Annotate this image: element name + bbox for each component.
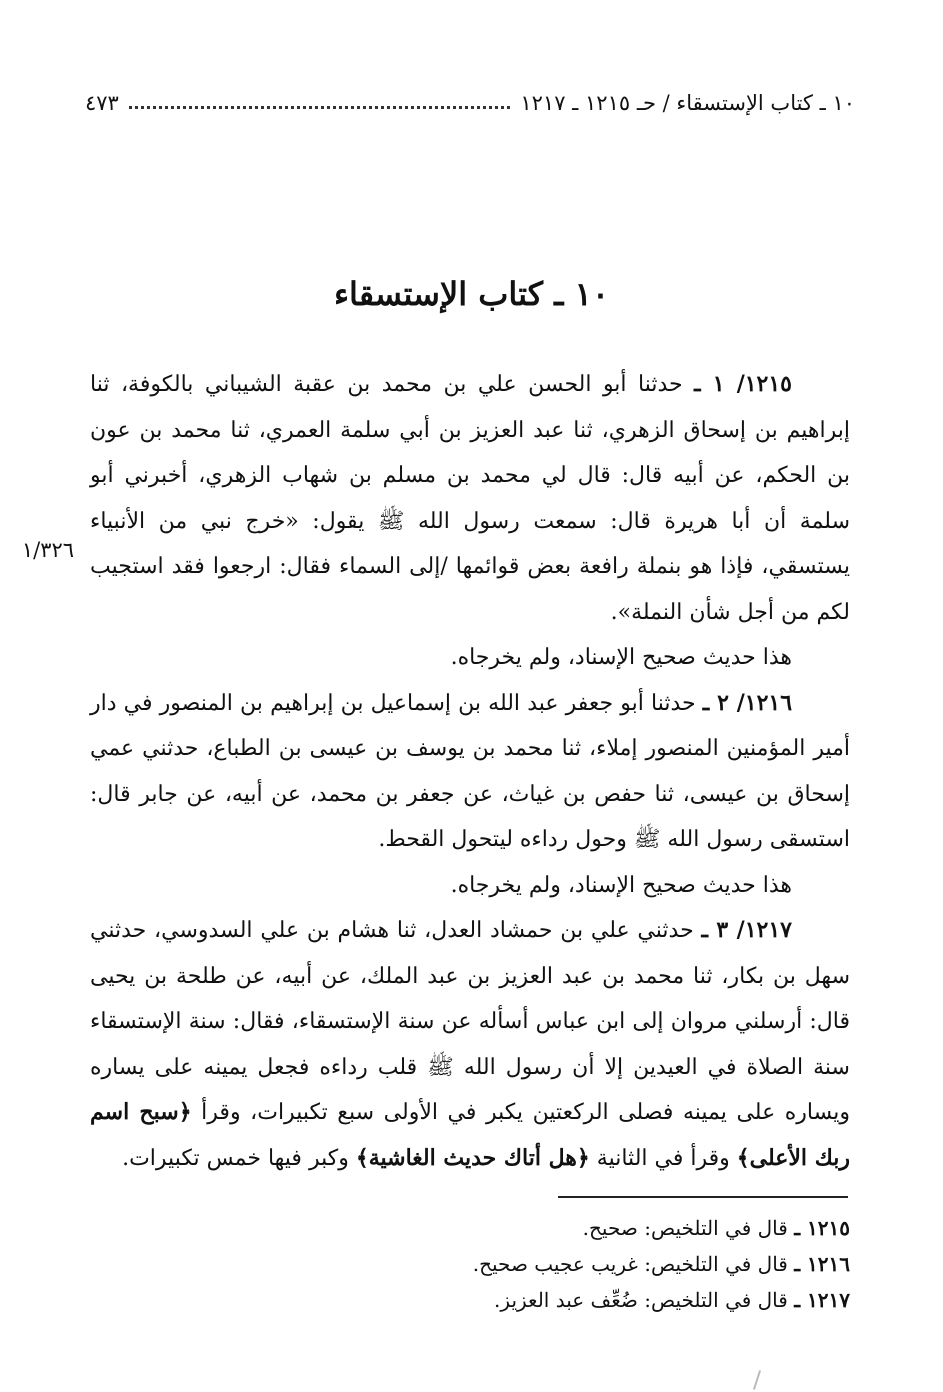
hadith-text: حدثني علي بن حمشاد العدل، ثنا هشام بن علي السدوسي، حدثني سهل بن بكار، ثنا محمد بن عبد العزيز بن عبد الملك، عن أبيه، عن طلحة بن يحيى قال: أرسلني مروان إلى ابن عباس أسأله عن سنة الإستسقاء، فقال: سنة الإستسقاء سنة الصلاة في العيدين إلا أن رسول الله ﷺ قلب رداءه فجعل يمينه على يساره ويساره على يمينه فصلى الركعتين يكبر في الأولى سبع تكبيرات، وقرأ [90,918,850,1125]
hadith-number: ١٢١٧/ ٣ ـ [701,917,792,943]
chapter-title: ١٠ ـ كتاب الإستسقاء [333,275,610,313]
hadith-paragraph [90,362,850,635]
page-number: ٤٧٣ [85,91,119,115]
scan-mark [753,1370,761,1390]
footnote [380,1282,850,1318]
hadith-text: وقرأ في الثانية [596,1145,730,1171]
footnote-text: قال في التلخيص: ضُعِّف عبد العزيز. [494,1288,788,1312]
hadith-text: وكبر فيها خمس تكبيرات. [122,1145,349,1171]
footnote-number: ١٢١٧ ـ [794,1288,850,1312]
hadith-text: حدثنا أبو الحسن علي بن محمد بن عقبة الشيباني بالكوفة، ثنا إبراهيم بن إسحاق الزهري، ثنا عبد العزيز بن أبي سلمة العمري، ثنا محمد بن عون بن الحكم، عن أبيه قال: قال لي محمد بن مسلم بن شهاب الزهري، أخبرني أبو سلمة أن أبا هريرة قال: سمعت رسول الله ﷺ يقول: «خرج نبي من الأنبياء يستسقي، فإذا هو بنملة رافعة بعض قوائمها /إلى السماء فقال: ارجعوا فقد استجيب لكم من أجل شأن النملة». [90,372,850,625]
quran-quote: ﴿هل أتاك حديث الغاشية﴾ [355,1144,590,1171]
running-header [85,85,855,121]
hadith-number: ١٢١٦/ ٢ ـ [702,689,793,716]
hadith-number: ١٢١٥/ ١ ـ [694,371,792,397]
footnote [380,1246,850,1282]
hadith-paragraph [90,681,850,863]
dotted-leader [129,106,511,109]
footnote-text: قال في التلخيص: غريب عجيب صحيح. [472,1252,788,1276]
footnote-divider [558,1196,848,1198]
footnote-text: قال في التلخيص: صحيح. [582,1216,788,1240]
main-text [90,362,850,1181]
footnote-number: ١٢١٥ ـ [794,1216,850,1240]
running-title: ١٠ ـ كتاب الإستسقاء / حـ ١٢١٥ ـ ١٢١٧ [520,91,855,115]
hadith-verdict: هذا حديث صحيح الإسناد، ولم يخرجاه. [450,872,792,898]
hadith-paragraph [90,908,850,1181]
footnote-number: ١٢١٦ ـ [794,1252,850,1276]
footnote [380,1210,850,1246]
footnotes [380,1210,850,1318]
hadith-text: حدثنا أبو جعفر عبد الله بن إسماعيل بن إبراهيم بن المنصور في دار أمير المؤمنين المنصور إملاء، ثنا محمد بن يوسف بن عيسى بن الطباع، حدثني عمي إسحاق بن عيسى، ثنا حفص بن غياث، عن جعفر بن محمد، عن أبيه، عن جابر قال: استسقى رسول الله ﷺ وحول رداءه ليتحول القحط. [90,690,850,852]
margin-reference: ١/٣٢٦ [21,538,75,562]
hadith-verdict: هذا حديث صحيح الإسناد، ولم يخرجاه. [450,645,792,670]
quran-quote: ﴿سبح اسم ربك الأعلى﴾ [90,1099,850,1171]
